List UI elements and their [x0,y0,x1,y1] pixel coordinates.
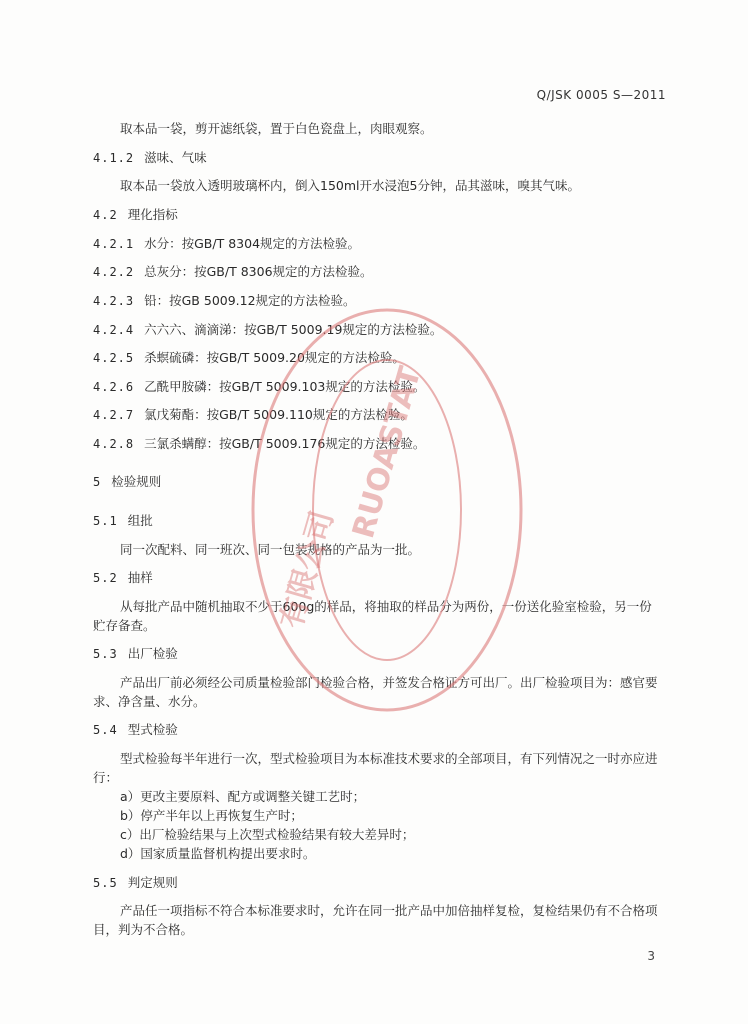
section-number: 4.2.1 [93,237,135,251]
list-item [120,827,414,843]
text-line [93,770,118,786]
line-text: 型式检验每半年进行一次，型式检验项目为本标准技术要求的全部项目，有下列情况之一时亦应进 [120,751,658,766]
section-item [93,236,360,252]
section-item [93,264,373,280]
line-text: 贮存备查。 [93,618,156,633]
section-title: 组批 [127,513,153,528]
section-number: 4.2.5 [93,351,135,365]
seal-ring [253,310,521,710]
section-title: 出厂检验 [127,646,178,661]
line-text: 同一次配料、同一班次、同一包装规格的产品为一批。 [120,542,421,557]
text-line [93,694,206,710]
line-text: 取本品一袋放入透明玻璃杯内，倒入150ml开水浸泡5分钟，品其滋味，嗅其气味。 [120,178,580,193]
list-item-text: b）停产半年以上再恢复生产时； [120,808,303,823]
section-title: 抽样 [127,570,153,585]
text-line [120,675,658,691]
text-line [120,903,658,919]
seal-inner-text: 有限公司 [274,507,341,633]
section-number: 5.2 [93,571,118,585]
text-line [93,922,193,938]
section-title: 判定规则 [127,875,178,890]
section-number: 5.3 [93,647,118,661]
seal-outer-text: RUOASTAT [346,362,429,543]
list-item [120,808,303,824]
section-title: 理化指标 [127,207,178,222]
section-item [93,322,442,338]
page-number: 3 [647,949,655,963]
line-text: 取本品一袋，剪开滤纸袋，置于白色瓷盘上，肉眼观察。 [120,121,433,136]
seal-lettering [274,362,428,632]
text-line [120,542,420,558]
section-number: 4.2.6 [93,380,135,394]
doc-code: Q/JSK 0005 S—2011 [536,88,666,102]
list-item-text: c）出厂检验结果与上次型式检验结果有较大差异时； [120,827,415,842]
section-item [93,436,425,452]
line-text: 行： [93,770,119,785]
section-text: 三氯杀螨醇：按GB/T 5009.176规定的方法检验。 [144,436,426,451]
line-text: 产品任一项指标不符合本标准要求时，允许在同一批产品中加倍抽样复检，复检结果仍有不合格项 [120,903,658,918]
section-number: 5.1 [93,514,118,528]
list-item-text: d）国家质量监督机构提出要求时。 [120,846,316,861]
section-item [93,293,356,309]
section-heading [93,207,178,223]
section-text: 杀螟硫磷：按GB/T 5009.20规定的方法检验。 [144,350,405,365]
section-heading [93,150,207,166]
section-number: 4.2.8 [93,437,135,451]
section-text: 总灰分：按GB/T 8306规定的方法检验。 [144,264,373,279]
section-number: 5.5 [93,876,118,890]
list-item-text: a）更改主要原料、配方或调整关键工艺时； [120,789,366,804]
section-heading [93,875,178,891]
list-item [120,846,315,862]
section-number: 4.2.2 [93,265,135,279]
line-text: 目，判为不合格。 [93,922,194,937]
line-text: 求、净含量、水分。 [93,694,206,709]
section-number: 4.2 [93,208,118,222]
section-text: 氯戊菊酯：按GB/T 5009.110规定的方法检验。 [144,407,413,422]
section-number: 4.2.3 [93,294,135,308]
section-heading [93,646,178,662]
text-line [120,178,580,194]
section-heading [93,474,161,490]
section-number: 5.4 [93,723,118,737]
section-title: 滋味、气味 [144,150,207,165]
section-title: 型式检验 [127,722,178,737]
section-heading [93,513,153,529]
text-line [120,751,658,767]
section-title: 检验规则 [111,474,162,489]
section-item [93,350,405,366]
section-number: 4.1.2 [93,151,135,165]
line-text: 产品出厂前必须经公司质量检验部门检验合格，并签发合格证方可出厂。出厂检验项目为：感官要 [120,675,658,690]
text-line [93,618,156,634]
section-number: 5 [93,475,102,489]
section-item [93,379,425,395]
section-text: 水分：按GB/T 8304规定的方法检验。 [144,236,361,251]
text-line [120,121,433,137]
section-number: 4.2.7 [93,408,135,422]
section-number: 4.2.4 [93,323,135,337]
section-heading [93,570,153,586]
text-line [120,599,652,615]
section-text: 六六六、滴滴涕：按GB/T 5009.19规定的方法检验。 [144,322,443,337]
list-item [120,789,365,805]
section-text: 乙酰甲胺磷：按GB/T 5009.103规定的方法检验。 [144,379,426,394]
section-text: 铅：按GB 5009.12规定的方法检验。 [144,293,356,308]
section-item [93,407,413,423]
line-text: 从每批产品中随机抽取不少于600g的样品，将抽取的样品分为两份，一份送化验室检验，另一份 [120,599,652,614]
section-heading [93,722,178,738]
